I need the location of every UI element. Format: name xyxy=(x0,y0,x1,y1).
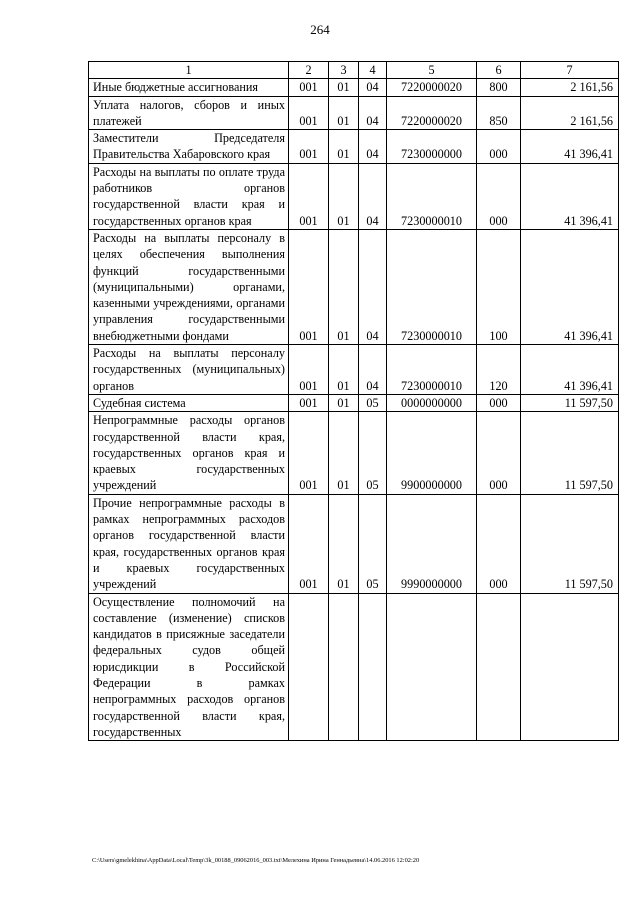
row-expense-type: 100 xyxy=(477,229,521,344)
budget-table xyxy=(88,61,619,741)
row-name: Прочие непрограммные расходы в рамках непрограммных расходов органов государственной власти края, государственных органов края и краевых государственных учреждений xyxy=(89,494,289,593)
row-amount: 11 597,50 xyxy=(521,412,619,494)
header-col-4: 4 xyxy=(359,62,387,79)
row-admin-code: 001 xyxy=(289,394,329,411)
row-expense-type: 000 xyxy=(477,494,521,593)
row-expense-type xyxy=(477,593,521,741)
row-name: Расходы на выплаты персоналу государственных (муниципальных) органов xyxy=(89,345,289,395)
row-name: Непрограммные расходы органов государственной власти края, государственных органов края и краевых государственных учреждений xyxy=(89,412,289,494)
table-row xyxy=(89,96,619,130)
header-row xyxy=(89,62,619,79)
row-target-code: 7230000010 xyxy=(387,345,477,395)
table-row xyxy=(89,229,619,344)
row-admin-code: 001 xyxy=(289,412,329,494)
header-col-6: 6 xyxy=(477,62,521,79)
row-section: 01 xyxy=(329,494,359,593)
row-subsection: 04 xyxy=(359,163,387,229)
row-expense-type: 000 xyxy=(477,163,521,229)
row-section: 01 xyxy=(329,163,359,229)
table-row xyxy=(89,79,619,96)
row-name: Уплата налогов, сборов и иных платежей xyxy=(89,96,289,130)
row-name: Заместители Председателя Правительства Хабаровского края xyxy=(89,130,289,164)
row-expense-type: 000 xyxy=(477,394,521,411)
row-amount: 41 396,41 xyxy=(521,345,619,395)
row-name: Осуществление полномочий на составление (изменение) списков кандидатов в присяжные заседатели федеральных судов общей юрисдикции в Российской Федерации в рамках непрограммных расходов органов государственной власти края, государственных xyxy=(89,593,289,741)
row-subsection: 04 xyxy=(359,345,387,395)
row-target-code: 0000000000 xyxy=(387,394,477,411)
row-expense-type: 000 xyxy=(477,130,521,164)
row-section: 01 xyxy=(329,412,359,494)
row-section xyxy=(329,593,359,741)
table-row xyxy=(89,163,619,229)
row-subsection xyxy=(359,593,387,741)
row-expense-type: 800 xyxy=(477,79,521,96)
row-name: Расходы на выплаты персоналу в целях обеспечения выполнения функций государственными (муниципальными) органами, казенными учреждениями, органами управления государственными внебюджетными фондами xyxy=(89,229,289,344)
table-row xyxy=(89,412,619,494)
row-admin-code: 001 xyxy=(289,494,329,593)
row-subsection: 05 xyxy=(359,394,387,411)
row-admin-code: 001 xyxy=(289,163,329,229)
row-target-code: 7230000010 xyxy=(387,163,477,229)
row-expense-type: 850 xyxy=(477,96,521,130)
row-admin-code: 001 xyxy=(289,345,329,395)
row-admin-code: 001 xyxy=(289,130,329,164)
row-name: Иные бюджетные ассигнования xyxy=(89,79,289,96)
row-section: 01 xyxy=(329,394,359,411)
row-section: 01 xyxy=(329,79,359,96)
row-subsection: 05 xyxy=(359,412,387,494)
row-amount: 11 597,50 xyxy=(521,494,619,593)
row-section: 01 xyxy=(329,345,359,395)
row-admin-code: 001 xyxy=(289,79,329,96)
table-row xyxy=(89,394,619,411)
row-amount: 2 161,56 xyxy=(521,96,619,130)
table-row xyxy=(89,593,619,741)
table-row xyxy=(89,345,619,395)
header-col-7: 7 xyxy=(521,62,619,79)
row-amount: 11 597,50 xyxy=(521,394,619,411)
header-col-1: 1 xyxy=(89,62,289,79)
row-admin-code: 001 xyxy=(289,96,329,130)
row-subsection: 04 xyxy=(359,229,387,344)
row-target-code xyxy=(387,593,477,741)
row-amount: 2 161,56 xyxy=(521,79,619,96)
row-amount xyxy=(521,593,619,741)
header-col-2: 2 xyxy=(289,62,329,79)
table-row xyxy=(89,130,619,164)
row-section: 01 xyxy=(329,229,359,344)
header-col-5: 5 xyxy=(387,62,477,79)
file-path-footer: C:\Users\gmelekhina\AppData\Local\Temp\3k_00188_09062016_003.txt\Мелехина Ирина Геннадьевна\14.06.2016 12:02:20 xyxy=(92,857,420,864)
row-subsection: 05 xyxy=(359,494,387,593)
page-number: 264 xyxy=(310,22,330,37)
row-admin-code: 001 xyxy=(289,229,329,344)
row-expense-type: 120 xyxy=(477,345,521,395)
header-col-3: 3 xyxy=(329,62,359,79)
row-amount: 41 396,41 xyxy=(521,229,619,344)
row-target-code: 7220000020 xyxy=(387,96,477,130)
row-expense-type: 000 xyxy=(477,412,521,494)
table-row xyxy=(89,494,619,593)
row-amount: 41 396,41 xyxy=(521,130,619,164)
row-admin-code xyxy=(289,593,329,741)
row-target-code: 7220000020 xyxy=(387,79,477,96)
row-target-code: 7230000010 xyxy=(387,229,477,344)
row-amount: 41 396,41 xyxy=(521,163,619,229)
row-section: 01 xyxy=(329,96,359,130)
row-name: Расходы на выплаты по оплате труда работников органов государственной власти края и государственных органов края xyxy=(89,163,289,229)
row-name: Судебная система xyxy=(89,394,289,411)
row-target-code: 9990000000 xyxy=(387,494,477,593)
row-subsection: 04 xyxy=(359,130,387,164)
row-target-code: 7230000000 xyxy=(387,130,477,164)
row-target-code: 9900000000 xyxy=(387,412,477,494)
row-subsection: 04 xyxy=(359,79,387,96)
row-subsection: 04 xyxy=(359,96,387,130)
row-section: 01 xyxy=(329,130,359,164)
